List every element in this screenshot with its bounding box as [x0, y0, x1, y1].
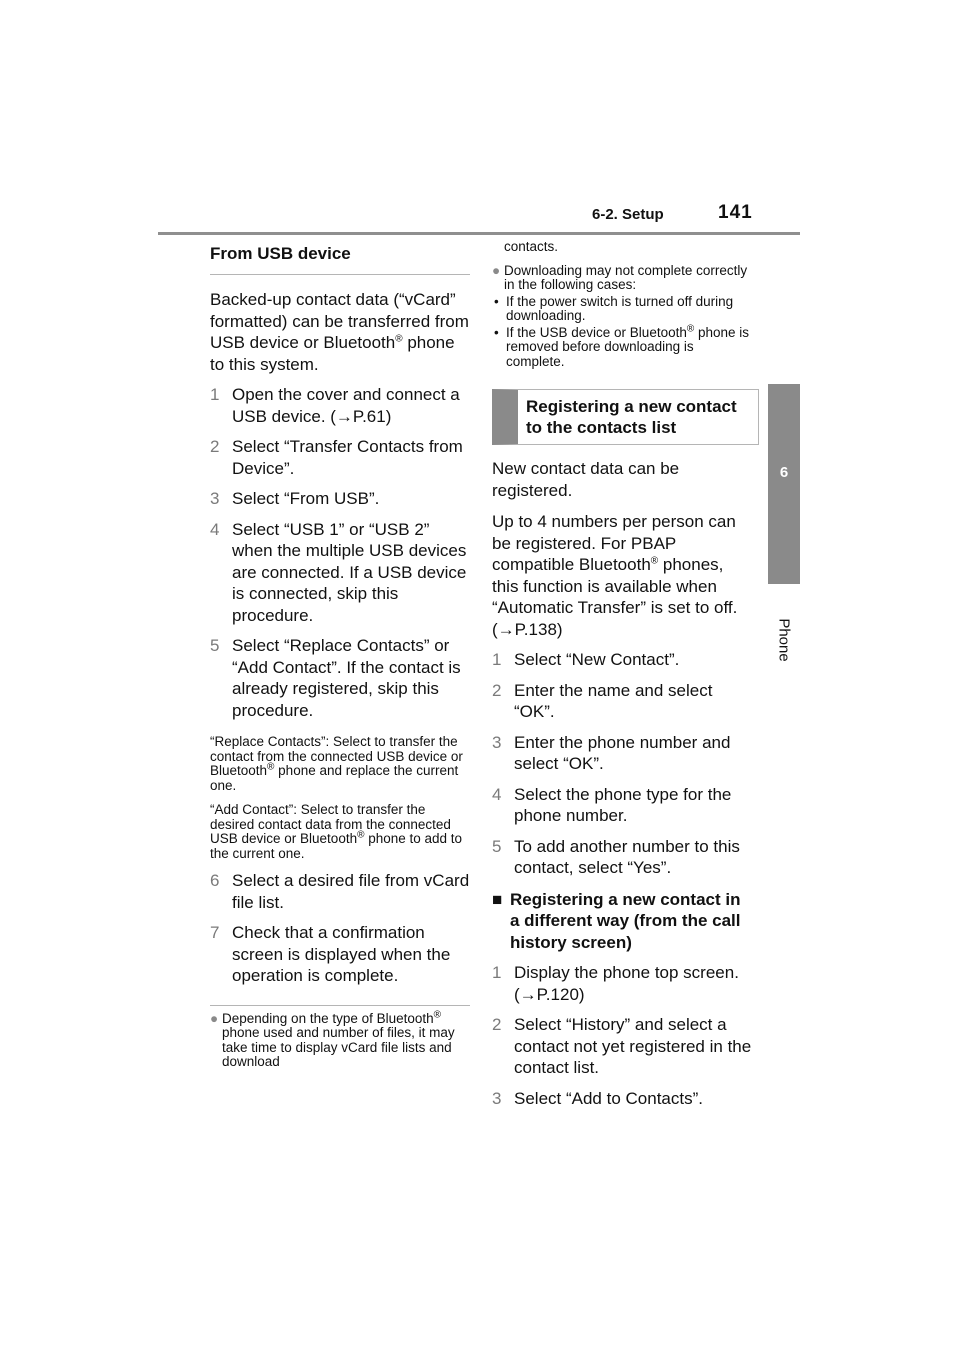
step: 1 Open the cover and connect a USB device. (→P.61) — [210, 385, 460, 426]
register-para-2: Up to 4 numbers per person can be registered. For PBAP compatible Bluetooth® phones, this function is available when “Automatic Transfer” is set to off. (→P.138) — [492, 512, 738, 639]
divider — [210, 1005, 470, 1006]
bullet-icon: ● — [210, 1010, 219, 1026]
step: 3 Select “From USB”. — [210, 489, 380, 508]
step: 4 Select “USB 1” or “USB 2” when the multiple USB devices are connected. If a USB device is connected, skip this procedure. — [210, 519, 467, 625]
step: 4 Select the phone type for the phone number. — [492, 784, 732, 825]
usb-heading: From USB device — [210, 243, 470, 275]
step: 6 Select a desired file from vCard file list. — [210, 871, 470, 912]
step: 7 Check that a confirmation screen is displayed when the operation is complete. — [210, 923, 451, 985]
register-steps — [492, 649, 754, 879]
register-heading: Registering a new contact to the contacts list — [492, 389, 759, 445]
sub-bullet: • If the power switch is turned off during downloading. — [494, 293, 734, 323]
square-icon: ■ — [492, 889, 503, 909]
chapter-tab — [768, 384, 800, 584]
info-bullet: ● Depending on the type of Bluetooth® phone used and number of files, it may take time to display vCard file lists and download — [210, 1009, 455, 1069]
step: 5 Select “Replace Contacts” or “Add Contact”. If the contact is already registered, skip this procedure. — [210, 636, 461, 720]
step: 2 Select “Transfer Contacts from Device”. — [210, 437, 463, 478]
usb-steps-2 — [210, 870, 470, 987]
left-column — [210, 243, 470, 1070]
chapter-number: 6 — [779, 464, 789, 481]
step: 3 Select “Add to Contacts”. — [492, 1088, 703, 1108]
register-para-1: New contact data can be registered. — [492, 459, 680, 500]
step: 5 To add another number to this contact, select “Yes”. — [492, 836, 740, 877]
info-bullet: ● Downloading may not complete correctly in the following cases: — [492, 262, 748, 292]
history-subheading: ■ Registering a new contact in a different way (from the call history screen) — [492, 889, 741, 952]
right-column — [492, 240, 754, 1109]
header-rule — [158, 232, 800, 235]
step: 1 Display the phone top screen. (→P.120) — [492, 963, 739, 1004]
usb-steps — [210, 384, 470, 721]
section-title: 6-2. Setup — [592, 206, 664, 223]
step: 2 Select “History” and select a contact not yet registered in the contact list. — [492, 1015, 752, 1077]
step: 3 Enter the phone number and select “OK”. — [492, 732, 731, 773]
bullet-icon: ● — [492, 262, 501, 278]
sub-bullet: • If the USB device or Bluetooth® phone is removed before downloading is complete. — [494, 323, 750, 369]
step: 2 Enter the name and select “OK”. — [492, 680, 713, 721]
usb-intro: Backed-up contact data (“vCard” formatted) can be transferred from USB device or Bluetooth® phone to this system. — [210, 290, 469, 374]
continued-text: contacts. — [504, 239, 559, 254]
note-replace: “Replace Contacts”: Select to transfer the contact from the connected USB device or Bluetooth® phone and replace the current one. — [210, 734, 463, 793]
step: 1 Select “New Contact”. — [492, 650, 680, 669]
note-add: “Add Contact”: Select to transfer the desired contact data from the connected USB device or Bluetooth® phone to add to the current one. — [210, 802, 463, 861]
history-steps — [492, 962, 754, 1109]
page-number: 141 — [718, 202, 753, 223]
chapter-label: Phone — [775, 618, 793, 662]
